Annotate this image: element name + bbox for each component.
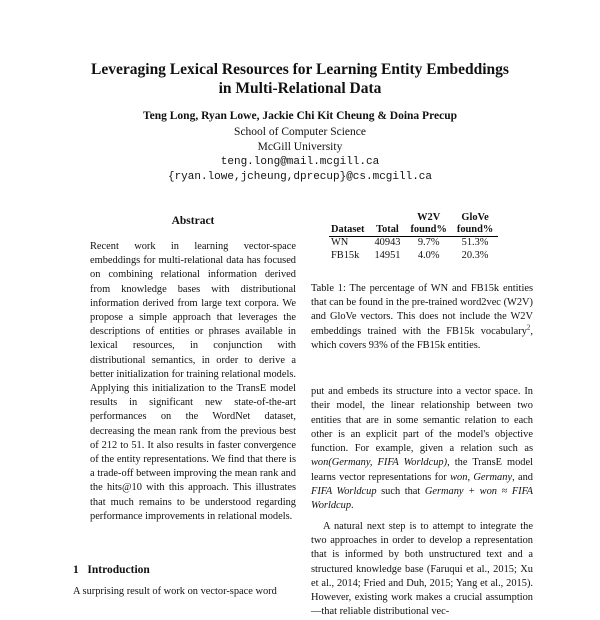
table-cell: WN	[331, 237, 349, 249]
body-text: such that	[376, 486, 425, 498]
body-paragraph-1	[311, 385, 533, 514]
table-cell: 40943	[374, 237, 401, 249]
table-header-row-top	[329, 212, 498, 224]
affiliation: School of Computer Science	[234, 126, 366, 138]
table-header-cell: W2V	[417, 212, 441, 223]
caption-text: Table 1: The percentage of WN and FB15k entities that can be found in the pre-trained word2vec (W2V) and GloVe vectors. This does not include the W2V embeddings trained with the FB15k vocabulary	[311, 283, 533, 337]
entity-example: won	[450, 471, 468, 483]
equation-example: Germany + won ≈ FIFA Worldcup	[311, 486, 533, 512]
table-header-cell: found%	[452, 224, 498, 237]
table-cell: FB15k	[331, 249, 360, 261]
table-header-row	[329, 224, 498, 237]
table-header-cell	[369, 212, 405, 224]
university: McGill University	[257, 141, 343, 153]
table-row	[329, 250, 498, 262]
body-text: ,	[467, 471, 474, 483]
abstract-body: Recent work in learning vector-space embeddings for multi-relational data has focused on combining relational information derived from knowledge bases with distributional information derived from large text corpora. We propose a simple approach that leverages the descriptions of entities or phrases available in lexical resources, in conjunction with distributional semantics, in order to derive a better initialization for training relational models. Applying this initialization to the TransE model results in significant new state-of-the-art performances on the WordNet dataset, decreasing the mean rank from the previous best of 212 to 51. It also results in faster convergence of the entity representations. We find that there is a trade-off between improving the mean rank and the hits@10 with this approach. This illustrates that much remains to be understood regarding performance improvements in relational models.	[90, 241, 296, 522]
relation-example: won(Germany, FIFA Worldcup)	[311, 457, 448, 469]
table-header-cell: Dataset	[329, 224, 369, 237]
email-group: {ryan.lowe,jcheung,dprecup}@cs.mcgill.ca	[167, 171, 433, 183]
abstract-heading: Abstract	[171, 215, 215, 227]
author-list: Teng Long, Ryan Lowe, Jackie Chi Kit Cheung & Doina Precup	[143, 110, 457, 122]
body-text: put and embeds its structure into a vector space. In their model, the linear relationship between two entities that are in some semantic relation to each other is an explicit part of the model's objective function. For example, given a relation such as	[311, 386, 533, 455]
table-cell: 9.7%	[417, 237, 440, 249]
caption-end: , which covers 93% of the FB15k entities.	[311, 325, 533, 351]
body-paragraph-2: A natural next step is to attempt to integrate the two approaches in order to develop a representation that is informed by both unstructured text and a structured knowledge base (Faruqui et al., 2015; Xu et al., 2014; Fried and Duh, 2015; Yang et al., 2015). However, existing work makes a crucial assumption—that reliable distributional vec-	[311, 520, 533, 618]
table-header-cell: found%	[405, 224, 451, 237]
body-text: , the TransE model learns vector representations for	[311, 457, 534, 483]
right-column-body	[311, 385, 533, 620]
table-cell: 20.3%	[461, 249, 489, 261]
table-1	[329, 212, 498, 262]
table-cell: 4.0%	[417, 249, 440, 261]
table-header-cell: GloVe	[461, 212, 489, 223]
table-cell: 14951	[374, 249, 401, 261]
title-line-1: Leveraging Lexical Resources for Learning Entity Embeddings	[91, 61, 509, 78]
title-line-2: in Multi-Relational Data	[218, 80, 382, 97]
table-row	[329, 237, 498, 250]
entity-example: FIFA Worldcup	[311, 486, 377, 498]
table-header-cell: Total	[369, 224, 405, 237]
section-heading-introduction: 1 Introduction	[73, 564, 150, 576]
paper-title	[0, 60, 600, 98]
table-cell: 51.3%	[461, 237, 489, 249]
table-caption	[311, 282, 533, 353]
table-header-cell	[329, 212, 369, 224]
body-text: , and	[512, 471, 533, 483]
entity-example: Germany	[473, 471, 513, 483]
body-text: .	[351, 500, 354, 512]
introduction-text: A surprising result of work on vector-space word	[73, 586, 277, 597]
email-primary: teng.long@mail.mcgill.ca	[220, 156, 380, 168]
footnote-mark: 2	[526, 323, 531, 332]
